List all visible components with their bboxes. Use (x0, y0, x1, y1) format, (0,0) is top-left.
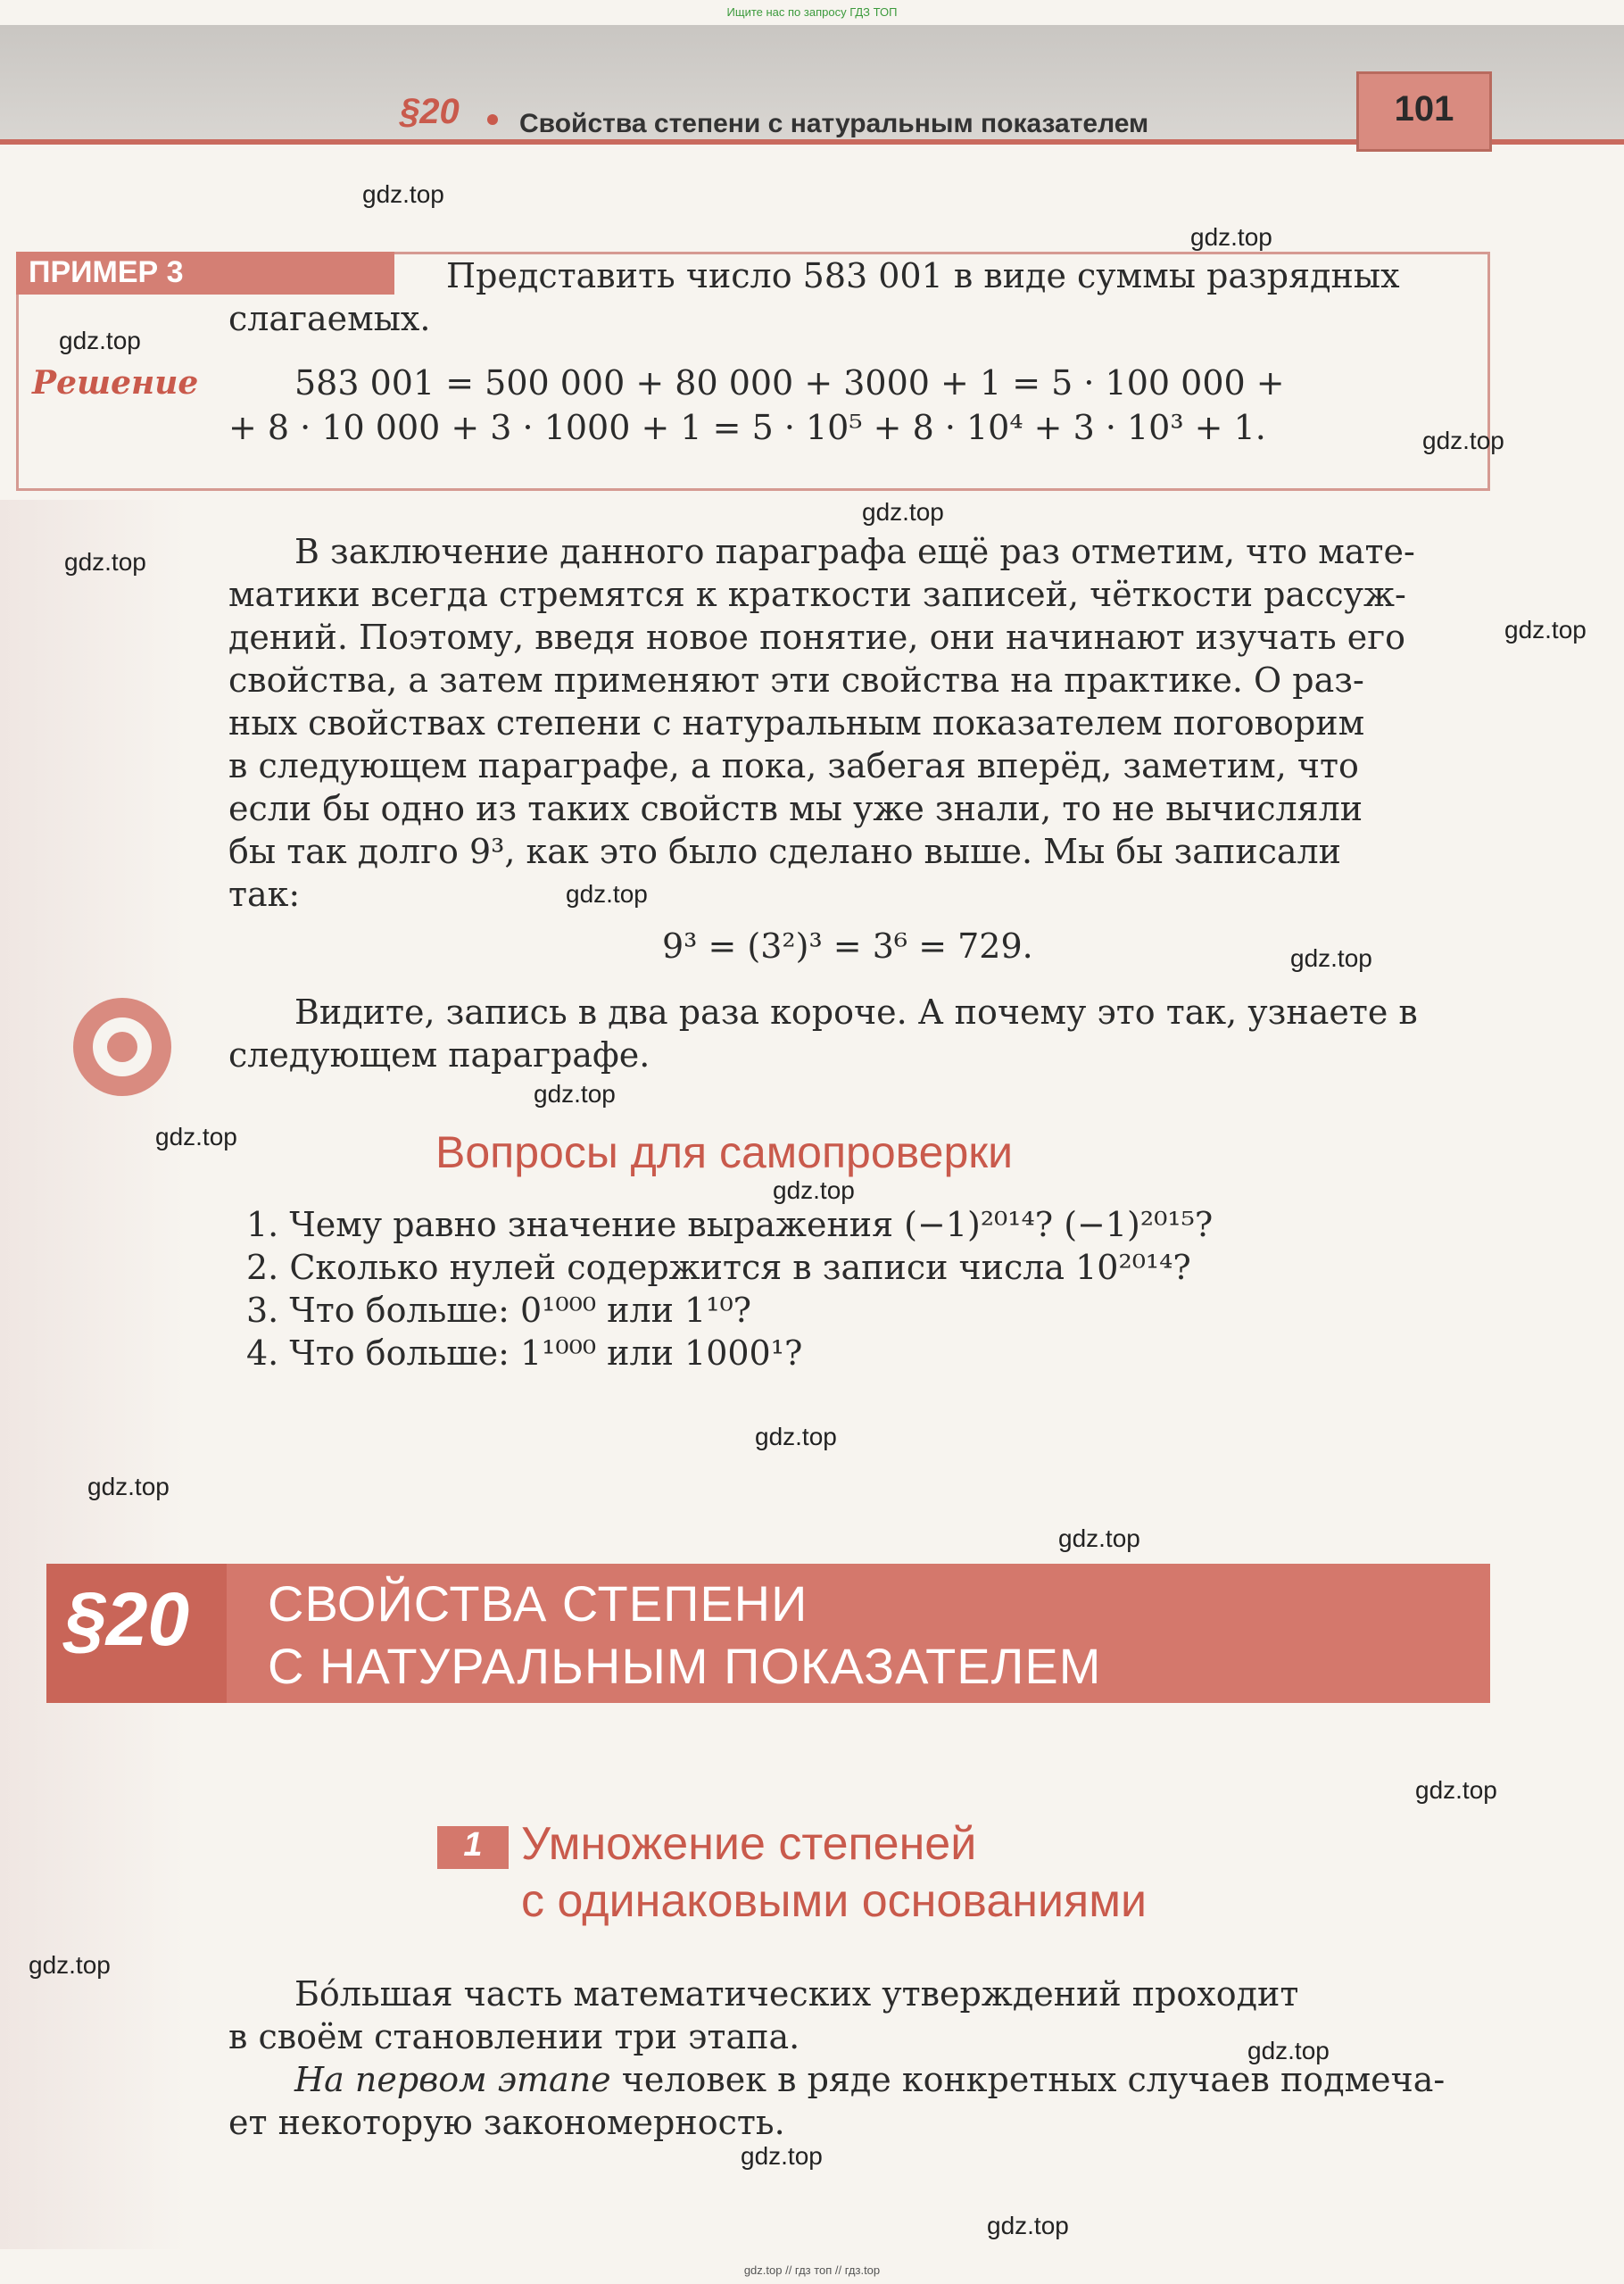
section-title-line: СВОЙСТВА СТЕПЕНИ (268, 1575, 808, 1632)
watermark: gdz.top (155, 1123, 237, 1150)
paragraph-line: матики всегда стремятся к краткости записей, чёткости рассуж- (228, 575, 1406, 614)
watermark: gdz.top (987, 2212, 1069, 2239)
question-item: 2. Сколько нулей содержится в записи числа 10²⁰¹⁴? (246, 1248, 1191, 1287)
questions-heading: Вопросы для самопроверки (435, 1127, 1014, 1177)
paragraph-line: свойства, а затем применяют эти свойства на практике. О раз- (228, 660, 1364, 700)
paragraph-line: ет некоторую закономерность. (228, 2103, 785, 2142)
subsection-number: 1 (463, 1826, 483, 1864)
watermark: gdz.top (64, 548, 146, 576)
watermark: gdz.top (1415, 1776, 1497, 1804)
solution-label: Решение (32, 364, 199, 402)
question-item: 3. Что больше: 0¹⁰⁰⁰ или 1¹⁰? (246, 1291, 752, 1330)
top-note: Ищите нас по запросу ГДЗ ТОП (726, 5, 898, 19)
paragraph-line: Видите, запись в два раза короче. А почему это так, узнаете в (294, 993, 1418, 1032)
header-section: §20 (400, 92, 460, 131)
sidebar-tint (0, 500, 190, 2249)
watermark: gdz.top (1422, 427, 1504, 454)
paragraph-line-rest: человек в ряде конкретных случаев подмеча- (610, 2060, 1446, 2099)
header-title: Свойства степени с натуральным показателем (519, 109, 1149, 138)
watermark: gdz.top (566, 880, 648, 908)
paragraph-line: так: (228, 875, 301, 914)
header-bullet (487, 114, 498, 125)
paragraph-line: бы так долго 9³, как это было сделано выше. Мы бы записали (228, 832, 1342, 871)
watermark: gdz.top (87, 1473, 170, 1500)
paragraph-line: если бы одно из таких свойств мы уже знали, то не вычисляли (228, 789, 1363, 828)
watermark: gdz.top (741, 2142, 823, 2170)
watermark: gdz.top (755, 1423, 837, 1450)
page-number: 101 (1394, 89, 1454, 129)
paragraph-line: В заключение данного параграфа ещё раз отметим, что мате- (294, 532, 1415, 571)
pointing-hand-icon-center (107, 1032, 137, 1062)
subsection-title-line: с одинаковыми основаниями (521, 1875, 1147, 1927)
watermark: gdz.top (1190, 223, 1272, 251)
watermark: gdz.top (362, 180, 444, 208)
paragraph-line: следующем параграфе. (228, 1035, 650, 1075)
solution-line: 583 001 = 500 000 + 80 000 + 3000 + 1 = 5 · 100 000 + (294, 363, 1285, 403)
question-item: 1. Чему равно значение выражения (−1)²⁰¹⁴? (−1)²⁰¹⁵? (246, 1205, 1214, 1244)
formula: 9³ = (3²)³ = 3⁶ = 729. (662, 926, 1033, 966)
solution-line: + 8 · 10 000 + 3 · 1000 + 1 = 5 · 10⁵ + 8 · 10⁴ + 3 · 10³ + 1. (228, 408, 1266, 447)
watermark: gdz.top (534, 1080, 616, 1108)
paragraph-line: в следующем параграфе, а пока, забегая вперёд, заметим, что (228, 746, 1359, 785)
watermark: gdz.top (1504, 616, 1587, 644)
example-task-line: Представить число 583 001 в виде суммы разрядных (446, 256, 1400, 295)
section-number: §20 (64, 1577, 190, 1661)
subsection-title-line: Умножение степеней (521, 1818, 977, 1870)
bottom-note: gdz.top // гдз топ // гдз.top (743, 2263, 881, 2277)
question-item: 4. Что больше: 1¹⁰⁰⁰ или 1000¹? (246, 1333, 803, 1373)
watermark: gdz.top (29, 1951, 111, 1979)
paragraph-line: в своём становлении три этапа. (228, 2017, 800, 2056)
watermark: gdz.top (773, 1176, 855, 1204)
example-task-line: слагаемых. (228, 299, 431, 338)
italic-phrase: На первом этапе (294, 2060, 611, 2099)
watermark: gdz.top (862, 498, 944, 526)
paragraph-line: ных свойствах степени с натуральным показателем поговорим (228, 703, 1365, 743)
watermark: gdz.top (59, 327, 141, 354)
watermark: gdz.top (1290, 944, 1372, 972)
section-title-line: С НАТУРАЛЬНЫМ ПОКАЗАТЕЛЕМ (268, 1638, 1102, 1694)
paragraph-line: дений. Поэтому, введя новое понятие, они начинают изучать его (228, 618, 1406, 657)
watermark: gdz.top (1247, 2037, 1330, 2064)
example-label: ПРИМЕР 3 (29, 255, 184, 289)
paragraph-line: Бо́льшая часть математических утверждений проходит (294, 1974, 1299, 2014)
watermark: gdz.top (1058, 1524, 1140, 1552)
